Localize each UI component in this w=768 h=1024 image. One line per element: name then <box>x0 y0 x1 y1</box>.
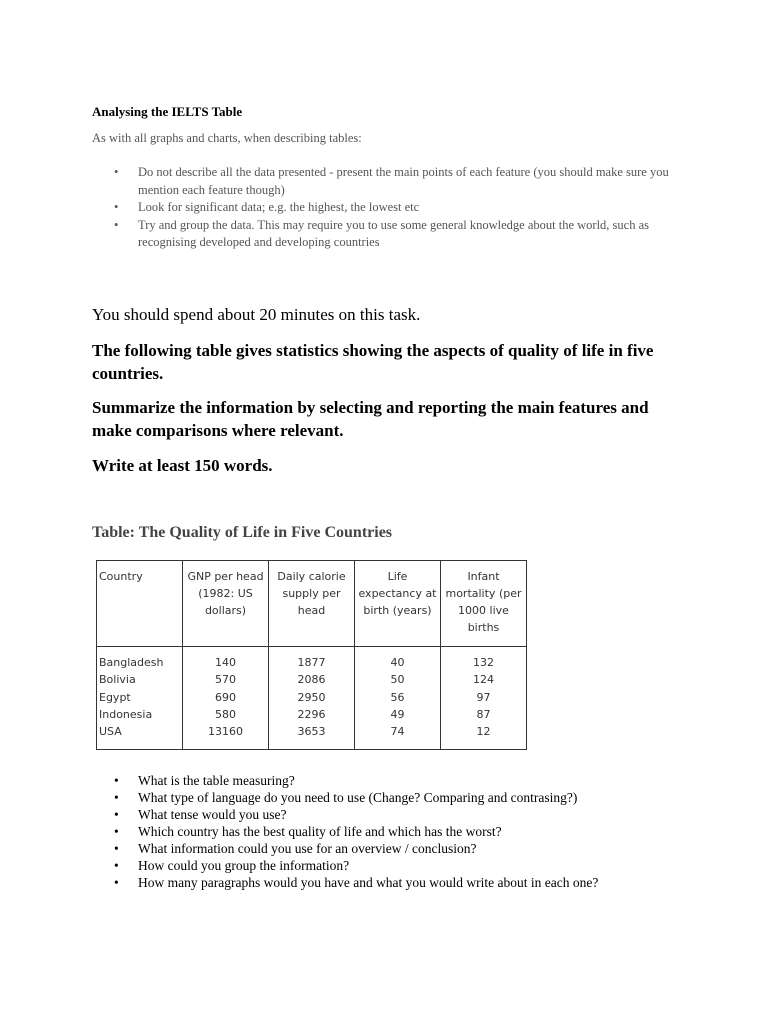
list-item <box>92 199 672 217</box>
header-life-expectancy: Life expectancy at birth (years) <box>355 561 441 647</box>
list-item <box>92 806 732 823</box>
calories-cell <box>269 647 355 750</box>
life-expectancy-value: 56 <box>390 690 405 704</box>
list-item <box>92 217 672 252</box>
task-prompt: The following table gives statistics showing the aspects of quality of life in five countries. <box>92 341 654 383</box>
countries-cell <box>97 647 183 750</box>
list-item <box>92 840 732 857</box>
questions-list <box>92 772 732 891</box>
question-text: How many paragraphs would you have and what you would write about in each one? <box>138 875 599 890</box>
gnp-value: 580 <box>215 707 236 721</box>
life-expectancy-cell <box>355 647 441 750</box>
life-expectancy-value: 74 <box>390 725 405 739</box>
life-expectancy-value: 50 <box>390 673 405 687</box>
life-expectancy-value: 49 <box>390 707 405 721</box>
intro-text: As with all graphs and charts, when describing tables: <box>92 131 362 145</box>
infant-mortality-cell <box>441 647 527 750</box>
list-item <box>92 164 672 199</box>
header-infant-mortality: Infant mortality (per 1000 live births <box>441 561 527 647</box>
country-name: USA <box>99 725 122 739</box>
bullet-icon: • <box>114 773 119 788</box>
question-text: How could you group the information? <box>138 858 350 873</box>
question-text: What information could you use for an overview / conclusion? <box>138 841 477 856</box>
table-header-row <box>97 561 527 647</box>
header-calories: Daily calorie supply per head <box>269 561 355 647</box>
bullet-icon: • <box>114 200 119 214</box>
infant-mortality-value: 12 <box>476 725 491 739</box>
bullet-icon: • <box>114 858 119 873</box>
bullet-icon: • <box>114 875 119 890</box>
country-name: Bangladesh <box>99 656 164 669</box>
calories-value: 3653 <box>297 725 326 739</box>
calories-value: 2950 <box>297 690 326 704</box>
bullet-icon: • <box>114 165 119 179</box>
life-expectancy-value: 40 <box>390 656 405 669</box>
quality-of-life-table <box>96 560 527 750</box>
calories-value: 2086 <box>297 673 326 687</box>
gnp-value: 690 <box>215 690 236 704</box>
infant-mortality-value: 132 <box>473 656 494 669</box>
infant-mortality-value: 87 <box>476 707 491 721</box>
table-data-row <box>97 647 527 750</box>
bullet-icon: • <box>114 790 119 805</box>
tip-text: Do not describe all the data presented - present the main points of each feature (you should make sure you mention each feature though) <box>138 165 669 197</box>
gnp-value: 13160 <box>208 725 243 739</box>
list-item <box>92 789 732 806</box>
calories-value: 2296 <box>297 707 326 721</box>
task-word-count: Write at least 150 words. <box>92 456 273 475</box>
list-item <box>92 823 732 840</box>
bullet-icon: • <box>114 841 119 856</box>
bullet-icon: • <box>114 217 119 232</box>
gnp-value: 140 <box>215 656 236 669</box>
table-title: Table: The Quality of Life in Five Countries <box>92 524 393 541</box>
list-item <box>92 857 732 874</box>
task-instruction: Summarize the information by selecting and reporting the main features and make comparisons where relevant. <box>92 398 649 440</box>
calories-value: 1877 <box>297 656 326 669</box>
bullet-icon: • <box>114 807 119 822</box>
header-country: Country <box>97 561 183 647</box>
infant-mortality-value: 97 <box>476 690 491 704</box>
question-text: What is the table measuring? <box>138 773 295 788</box>
header-gnp: GNP per head (1982: US dollars) <box>183 561 269 647</box>
question-text: Which country has the best quality of life and which has the worst? <box>138 824 502 839</box>
tips-list <box>92 164 672 252</box>
task-time: You should spend about 20 minutes on this task. <box>92 305 421 324</box>
country-name: Egypt <box>99 690 131 704</box>
tip-text: Look for significant data; e.g. the highest, the lowest etc <box>138 200 420 214</box>
list-item <box>92 874 732 891</box>
gnp-value: 570 <box>215 673 236 687</box>
question-text: What type of language do you need to use (Change? Comparing and contrasing?) <box>138 790 578 805</box>
bullet-icon: • <box>114 824 119 839</box>
section-heading: Analysing the IELTS Table <box>92 104 243 119</box>
gnp-cell <box>183 647 269 750</box>
infant-mortality-value: 124 <box>473 673 494 687</box>
country-name: Indonesia <box>99 707 153 721</box>
tip-text: Try and group the data. This may require you to use some general knowledge about the world, such as recognising developed and developing countries <box>138 217 649 249</box>
list-item <box>92 772 732 789</box>
question-text: What tense would you use? <box>138 807 287 822</box>
country-name: Bolivia <box>99 673 136 687</box>
